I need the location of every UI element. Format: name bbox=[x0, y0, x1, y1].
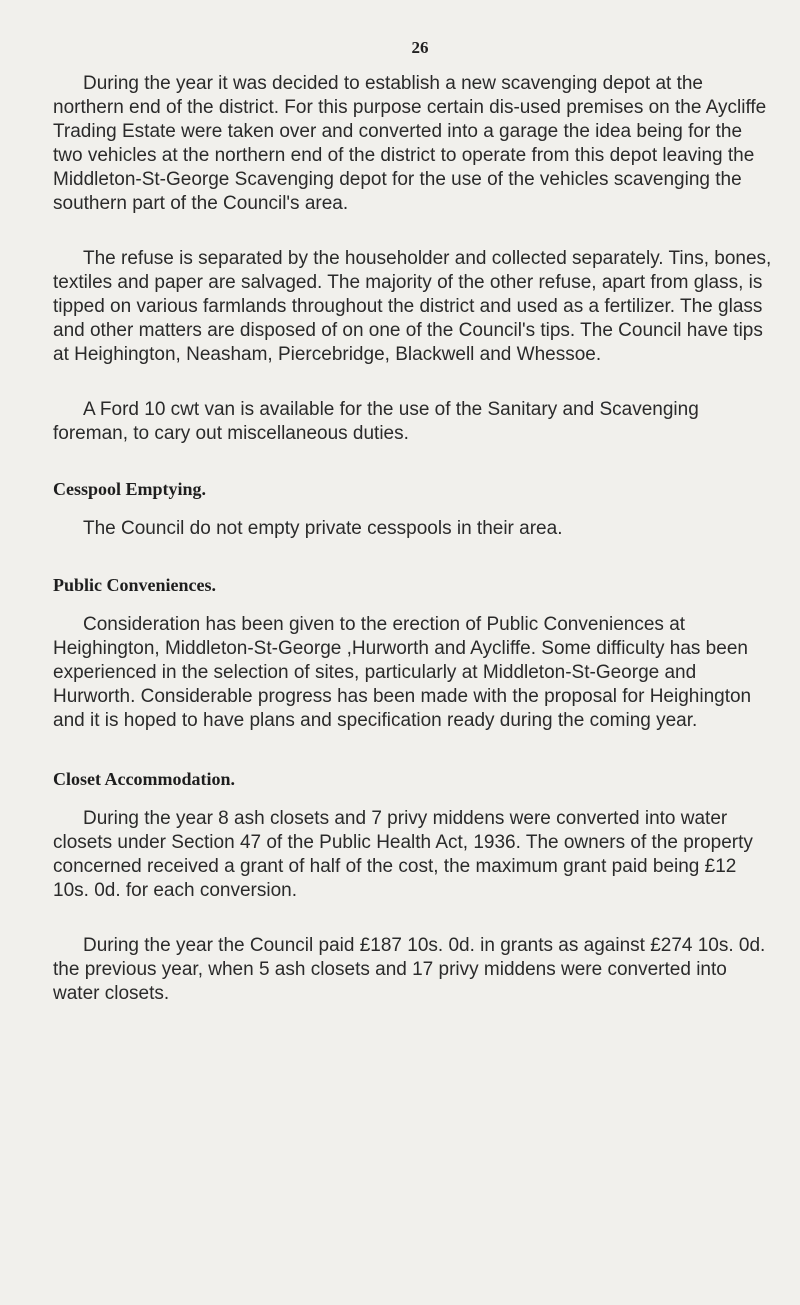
document-page bbox=[53, 38, 773, 1006]
page-number: 26 bbox=[411, 38, 429, 57]
heading-public-conveniences: Public Conveniences. bbox=[53, 575, 217, 595]
paragraph-public-conveniences: Consideration has been given to the erection of Public Conveniences at Heighington, Middleton-St-George ,Hurworth and Aycliffe. Some difficulty has been experienced in the selection of sites, particularly at Middleton-St-George and Hurworth. Considerable progress has been made with the proposal for Heighington and it is hoped to have plans and specification ready during the coming year. bbox=[53, 614, 752, 731]
paragraph-scavenging-depot: During the year it was decided to establish a new scavenging depot at the northern end of the district. For this purpose certain dis-used premises on the Aycliffe Trading Estate were taken over and converted into a garage the idea being for the two vehicles at the northern end of the district to operate from this depot leaving the Middleton-St-George Scavenging depot for the use of the vehicles scavenging the southern part of the Council's area. bbox=[53, 73, 767, 214]
paragraph-closet-grants: During the year the Council paid £187 10s. 0d. in grants as against £274 10s. 0d. the previous year, when 5 ash closets and 17 privy middens were converted into water closets. bbox=[53, 935, 766, 1004]
paragraph-ford-van: A Ford 10 cwt van is available for the use of the Sanitary and Scavenging foreman, to cary out miscellaneous duties. bbox=[53, 399, 699, 444]
heading-cesspool-emptying: Cesspool Emptying. bbox=[53, 479, 207, 499]
heading-closet-accommodation: Closet Accommodation. bbox=[53, 769, 235, 789]
paragraph-refuse: The refuse is separated by the householder and collected separately. Tins, bones, textiles and paper are salvaged. The majority of the other refuse, apart from glass, is tipped on various farmlands throughout the district and used as a fertilizer. The glass and other matters are disposed of on one of the Council's tips. The Council have tips at Heighington, Neasham, Piercebridge, Blackwell and Whessoe. bbox=[53, 248, 772, 365]
paragraph-closet-conversions: During the year 8 ash closets and 7 privy middens were converted into water closets under Section 47 of the Public Health Act, 1936. The owners of the property concerned received a grant of half of the cost, the maximum grant paid being £12 10s. 0d. for each conversion. bbox=[53, 808, 753, 901]
paragraph-cesspool: The Council do not empty private cesspools in their area. bbox=[83, 518, 563, 539]
